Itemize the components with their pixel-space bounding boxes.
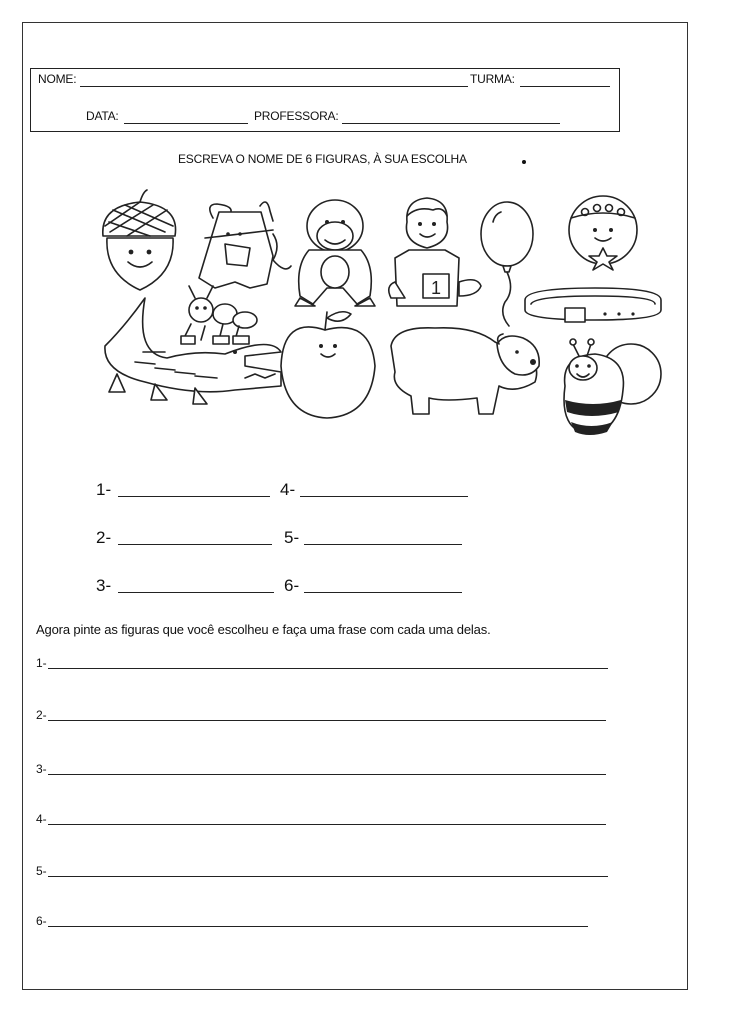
svg-text:1: 1: [431, 278, 442, 298]
sentence-field-5[interactable]: [48, 876, 608, 877]
teacher-field[interactable]: [342, 123, 560, 124]
class-label: TURMA:: [470, 72, 515, 86]
ball-icon: [569, 196, 637, 270]
answer-label-5: 5-: [284, 528, 300, 547]
sentence-field-3[interactable]: [48, 774, 606, 775]
sentence-label-2: 2-: [36, 708, 47, 722]
bear-icon: [391, 328, 539, 414]
name-field[interactable]: [80, 86, 468, 87]
apron-icon: [199, 202, 291, 288]
acorn-icon: [103, 190, 176, 290]
sentence-label-4: 4-: [36, 812, 47, 826]
answer-field-6[interactable]: [304, 592, 462, 593]
belt-icon: [525, 288, 661, 322]
boy-icon: [389, 198, 481, 306]
date-field[interactable]: [124, 123, 248, 124]
answer-label-1: 1-: [96, 480, 112, 499]
worksheet-border: [22, 22, 688, 990]
sentence-label-1: 1-: [36, 656, 47, 670]
ant-icon: [181, 286, 257, 344]
instruction-text: ESCREVA O NOME DE 6 FIGURAS, À SUA ESCOLHA: [178, 152, 467, 166]
name-label: NOME:: [38, 72, 77, 86]
answer-field-4[interactable]: [300, 496, 468, 497]
sentence-field-4[interactable]: [48, 824, 606, 825]
sentence-label-5: 5-: [36, 864, 47, 878]
answer-field-1[interactable]: [118, 496, 270, 497]
pictures-area: [95, 186, 665, 441]
answer-field-3[interactable]: [118, 592, 274, 593]
class-field[interactable]: [520, 86, 610, 87]
instruction-dot: [522, 160, 526, 164]
answer-label-4: 4-: [280, 480, 296, 499]
date-label: DATA:: [86, 109, 119, 123]
sentence-field-1[interactable]: [48, 668, 608, 669]
sentence-field-6[interactable]: [48, 926, 588, 927]
answer-label-2: 2-: [96, 528, 112, 547]
bee-icon: [564, 339, 661, 435]
answer-label-3: 3-: [96, 576, 112, 595]
teacher-label: PROFESSORA:: [254, 109, 339, 123]
sentence-field-2[interactable]: [48, 720, 606, 721]
answer-label-6: 6-: [284, 576, 300, 595]
monkey-icon: [295, 200, 375, 306]
apple-icon: [281, 312, 375, 418]
answer-field-2[interactable]: [118, 544, 272, 545]
sentence-label-3: 3-: [36, 762, 47, 776]
answer-field-5[interactable]: [304, 544, 462, 545]
sentence-instruction: Agora pinte as figuras que você escolheu e faça uma frase com cada uma delas.: [36, 622, 491, 637]
sentence-label-6: 6-: [36, 914, 47, 928]
